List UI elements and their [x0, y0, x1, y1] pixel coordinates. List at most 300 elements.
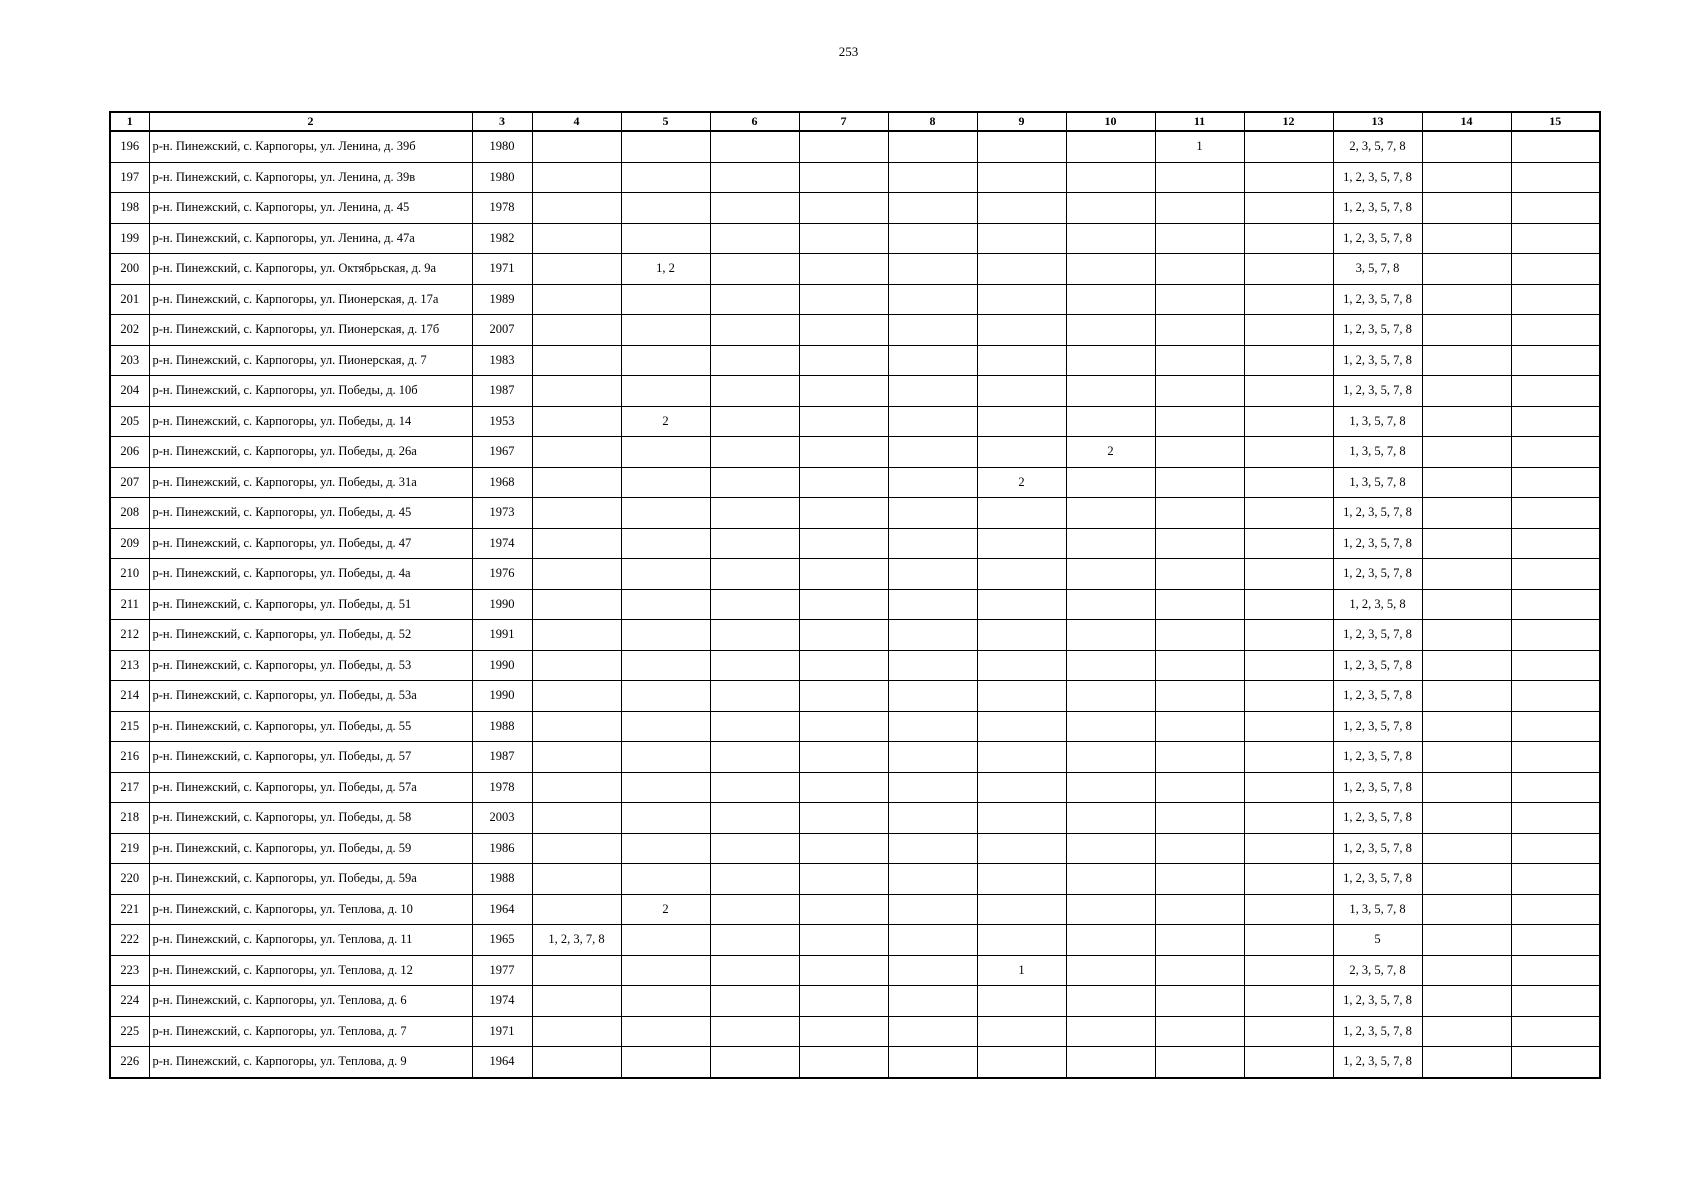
table-cell: [532, 315, 621, 346]
table-cell: [888, 681, 977, 712]
table-cell: [1422, 223, 1511, 254]
table-row: [110, 925, 1600, 956]
table-cell: 1, 2, 3, 5, 8: [1333, 589, 1422, 620]
column-header: 5: [621, 112, 710, 131]
address-cell: р-н. Пинежский, с. Карпогоры, ул. Теплова, д. 9: [149, 1047, 472, 1078]
table-cell: [710, 955, 799, 986]
table-cell: [710, 589, 799, 620]
table-cell: [799, 1016, 888, 1047]
table-cell: [621, 986, 710, 1017]
table-cell: [1066, 650, 1155, 681]
table-cell: [1155, 498, 1244, 529]
table-cell: 200: [110, 254, 149, 285]
table-cell: [532, 467, 621, 498]
table-row: [110, 528, 1600, 559]
table-cell: [888, 406, 977, 437]
table-cell: [977, 894, 1066, 925]
table-cell: [1422, 589, 1511, 620]
column-header: 15: [1511, 112, 1600, 131]
table-cell: 218: [110, 803, 149, 834]
table-cell: [1066, 742, 1155, 773]
table-cell: [1066, 864, 1155, 895]
table-cell: 1, 2, 3, 5, 7, 8: [1333, 864, 1422, 895]
table-cell: 222: [110, 925, 149, 956]
page-number: 253: [838, 44, 859, 59]
table-cell: [888, 467, 977, 498]
address-cell: р-н. Пинежский, с. Карпогоры, ул. Победы, д. 57: [149, 742, 472, 773]
table-row: [110, 376, 1600, 407]
address-cell: р-н. Пинежский, с. Карпогоры, ул. Победы, д. 57а: [149, 772, 472, 803]
table-cell: [888, 955, 977, 986]
table-cell: [532, 772, 621, 803]
table-cell: [1155, 467, 1244, 498]
table-cell: 220: [110, 864, 149, 895]
table-cell: [1066, 559, 1155, 590]
table-cell: [1422, 803, 1511, 834]
table-row: [110, 254, 1600, 285]
table-cell: [799, 803, 888, 834]
table-cell: 2003: [472, 803, 532, 834]
table-cell: [710, 345, 799, 376]
table-cell: [1066, 528, 1155, 559]
table-cell: [1511, 772, 1600, 803]
table-cell: [532, 986, 621, 1017]
table-cell: [1511, 955, 1600, 986]
table-cell: [977, 1047, 1066, 1078]
table-cell: 1, 2: [621, 254, 710, 285]
table-row: [110, 742, 1600, 773]
table-cell: [621, 711, 710, 742]
table-cell: [532, 193, 621, 224]
table-cell: [977, 345, 1066, 376]
table-cell: [1066, 345, 1155, 376]
address-cell: р-н. Пинежский, с. Карпогоры, ул. Октябрьская, д. 9а: [149, 254, 472, 285]
table-cell: [888, 833, 977, 864]
table-cell: [532, 376, 621, 407]
column-header: 11: [1155, 112, 1244, 131]
table-cell: [1244, 498, 1333, 529]
table-cell: [621, 193, 710, 224]
table-cell: [799, 955, 888, 986]
table-row: [110, 772, 1600, 803]
table-cell: [1155, 528, 1244, 559]
table-cell: [1511, 894, 1600, 925]
table-cell: [1422, 772, 1511, 803]
address-cell: р-н. Пинежский, с. Карпогоры, ул. Победы, д. 53а: [149, 681, 472, 712]
table-cell: [888, 620, 977, 651]
table-cell: [799, 498, 888, 529]
table-cell: 205: [110, 406, 149, 437]
table-cell: [888, 986, 977, 1017]
table-cell: 1: [1155, 131, 1244, 162]
table-cell: [621, 315, 710, 346]
table-cell: 1953: [472, 406, 532, 437]
table-cell: [1155, 772, 1244, 803]
table-cell: [1422, 254, 1511, 285]
table-row: [110, 284, 1600, 315]
table-cell: [1244, 559, 1333, 590]
table-cell: [532, 864, 621, 895]
column-header: 12: [1244, 112, 1333, 131]
table-cell: 1974: [472, 986, 532, 1017]
table-cell: [977, 498, 1066, 529]
table-row: [110, 894, 1600, 925]
table-cell: [1066, 1047, 1155, 1078]
table-cell: [1155, 223, 1244, 254]
table-cell: 1, 2, 3, 5, 7, 8: [1333, 833, 1422, 864]
table-cell: [799, 254, 888, 285]
table-cell: 208: [110, 498, 149, 529]
table-cell: [710, 284, 799, 315]
table-cell: [621, 772, 710, 803]
table-cell: 1, 2, 3, 5, 7, 8: [1333, 284, 1422, 315]
table-cell: [621, 223, 710, 254]
table-cell: [888, 162, 977, 193]
table-cell: [1422, 1047, 1511, 1078]
table-row: [110, 223, 1600, 254]
table-cell: [532, 681, 621, 712]
address-cell: р-н. Пинежский, с. Карпогоры, ул. Победы, д. 31а: [149, 467, 472, 498]
table-cell: [977, 376, 1066, 407]
table-cell: [799, 528, 888, 559]
table-cell: [710, 498, 799, 529]
table-cell: [977, 559, 1066, 590]
table-cell: [888, 284, 977, 315]
table-cell: [977, 162, 1066, 193]
table-cell: 1977: [472, 955, 532, 986]
table-cell: [1155, 925, 1244, 956]
table-cell: [1155, 345, 1244, 376]
table-cell: [1511, 925, 1600, 956]
table-cell: [1244, 162, 1333, 193]
table-cell: [799, 376, 888, 407]
table-cell: [1422, 162, 1511, 193]
table-cell: [621, 650, 710, 681]
table-cell: [621, 589, 710, 620]
table-cell: [888, 376, 977, 407]
table-cell: [532, 345, 621, 376]
table-cell: [977, 589, 1066, 620]
table-cell: 1, 2, 3, 5, 7, 8: [1333, 681, 1422, 712]
table-row: [110, 864, 1600, 895]
table-cell: [1066, 955, 1155, 986]
address-cell: р-н. Пинежский, с. Карпогоры, ул. Победы, д. 55: [149, 711, 472, 742]
table-cell: [1511, 681, 1600, 712]
table-cell: [710, 772, 799, 803]
table-cell: [621, 559, 710, 590]
table-cell: [710, 1016, 799, 1047]
table-cell: [1155, 803, 1244, 834]
table-row: [110, 406, 1600, 437]
table-cell: [1244, 1047, 1333, 1078]
table-cell: [1244, 437, 1333, 468]
address-cell: р-н. Пинежский, с. Карпогоры, ул. Победы, д. 59а: [149, 864, 472, 895]
table-cell: [1511, 315, 1600, 346]
table-cell: [1244, 772, 1333, 803]
table-cell: [710, 925, 799, 956]
address-cell: р-н. Пинежский, с. Карпогоры, ул. Теплова, д. 11: [149, 925, 472, 956]
address-cell: р-н. Пинежский, с. Карпогоры, ул. Пионерская, д. 17а: [149, 284, 472, 315]
table-cell: [1066, 406, 1155, 437]
table-cell: [710, 559, 799, 590]
table-cell: [799, 162, 888, 193]
table-cell: [1244, 131, 1333, 162]
table-cell: [977, 223, 1066, 254]
table-cell: [1422, 620, 1511, 651]
table-cell: [710, 131, 799, 162]
table-cell: [1155, 620, 1244, 651]
table-cell: 215: [110, 711, 149, 742]
column-header: 14: [1422, 112, 1511, 131]
table-cell: [888, 1047, 977, 1078]
table-cell: [1244, 284, 1333, 315]
table-cell: [1422, 742, 1511, 773]
table-cell: [621, 528, 710, 559]
table-cell: [532, 894, 621, 925]
table-cell: [532, 131, 621, 162]
table-cell: [621, 284, 710, 315]
table-cell: [1244, 406, 1333, 437]
table-cell: [1066, 193, 1155, 224]
table-cell: [1511, 223, 1600, 254]
table-cell: [1066, 589, 1155, 620]
table-cell: [710, 437, 799, 468]
table-cell: [1066, 803, 1155, 834]
table-cell: 1973: [472, 498, 532, 529]
address-cell: р-н. Пинежский, с. Карпогоры, ул. Пионерская, д. 7: [149, 345, 472, 376]
table-cell: [977, 711, 1066, 742]
table-cell: [977, 254, 1066, 285]
address-cell: р-н. Пинежский, с. Карпогоры, ул. Победы, д. 10б: [149, 376, 472, 407]
table-cell: [799, 681, 888, 712]
table-cell: 1980: [472, 162, 532, 193]
table-cell: [1422, 406, 1511, 437]
table-cell: [888, 254, 977, 285]
address-cell: р-н. Пинежский, с. Карпогоры, ул. Победы, д. 59: [149, 833, 472, 864]
table-cell: [710, 406, 799, 437]
column-header: 2: [149, 112, 472, 131]
table-cell: [1511, 1016, 1600, 1047]
table-cell: 1968: [472, 467, 532, 498]
table-cell: [888, 864, 977, 895]
table-cell: [532, 742, 621, 773]
table-cell: [1155, 1016, 1244, 1047]
table-cell: [977, 131, 1066, 162]
table-row: [110, 467, 1600, 498]
table-cell: [888, 498, 977, 529]
table-cell: 1987: [472, 376, 532, 407]
table-cell: 1, 2, 3, 5, 7, 8: [1333, 1047, 1422, 1078]
table-cell: [1422, 528, 1511, 559]
table-cell: 1: [977, 955, 1066, 986]
table-cell: [799, 1047, 888, 1078]
table-cell: [1422, 284, 1511, 315]
table-cell: 1, 2, 3, 5, 7, 8: [1333, 803, 1422, 834]
table-cell: 2, 3, 5, 7, 8: [1333, 955, 1422, 986]
table-cell: 216: [110, 742, 149, 773]
address-cell: р-н. Пинежский, с. Карпогоры, ул. Победы, д. 58: [149, 803, 472, 834]
table-cell: [1244, 986, 1333, 1017]
table-cell: [1066, 772, 1155, 803]
table-cell: [888, 437, 977, 468]
table-cell: [1244, 833, 1333, 864]
table-cell: [1066, 620, 1155, 651]
table-cell: [621, 1016, 710, 1047]
table-cell: [977, 406, 1066, 437]
column-header: 4: [532, 112, 621, 131]
table-cell: 210: [110, 559, 149, 590]
table-cell: [888, 650, 977, 681]
table-cell: [1244, 681, 1333, 712]
table-cell: [888, 711, 977, 742]
table-cell: [1511, 650, 1600, 681]
table-cell: [888, 803, 977, 834]
table-cell: [888, 742, 977, 773]
table-cell: 1988: [472, 711, 532, 742]
table-cell: [710, 315, 799, 346]
table-cell: 1, 3, 5, 7, 8: [1333, 467, 1422, 498]
table-row: [110, 162, 1600, 193]
table-cell: 2: [1066, 437, 1155, 468]
table-cell: [532, 162, 621, 193]
table-cell: [1511, 864, 1600, 895]
table-cell: [799, 925, 888, 956]
table-cell: [977, 284, 1066, 315]
table-cell: [1066, 315, 1155, 346]
table-cell: [710, 681, 799, 712]
table-cell: [621, 864, 710, 895]
address-cell: р-н. Пинежский, с. Карпогоры, ул. Теплова, д. 7: [149, 1016, 472, 1047]
table-cell: 2, 3, 5, 7, 8: [1333, 131, 1422, 162]
address-cell: р-н. Пинежский, с. Карпогоры, ул. Победы, д. 14: [149, 406, 472, 437]
table-cell: [710, 528, 799, 559]
table-cell: 214: [110, 681, 149, 712]
table-cell: [1066, 925, 1155, 956]
table-cell: 1974: [472, 528, 532, 559]
table-row: [110, 131, 1600, 162]
table-cell: [1422, 681, 1511, 712]
table-body: [110, 131, 1600, 1078]
table-cell: [621, 437, 710, 468]
table-cell: 1, 2, 3, 5, 7, 8: [1333, 376, 1422, 407]
table-cell: 226: [110, 1047, 149, 1078]
table-cell: [1422, 498, 1511, 529]
table-cell: [532, 803, 621, 834]
table-cell: [1511, 193, 1600, 224]
table-cell: [532, 620, 621, 651]
table-cell: [532, 437, 621, 468]
table-cell: [888, 1016, 977, 1047]
table-cell: 209: [110, 528, 149, 559]
table-cell: [799, 894, 888, 925]
table-cell: [1066, 894, 1155, 925]
table-row: [110, 650, 1600, 681]
table-cell: [977, 742, 1066, 773]
table-cell: [1155, 1047, 1244, 1078]
table-cell: [621, 345, 710, 376]
table-cell: [799, 131, 888, 162]
table-cell: [1155, 681, 1244, 712]
table-cell: [1155, 437, 1244, 468]
table-cell: [1066, 467, 1155, 498]
table-cell: [1066, 833, 1155, 864]
table-cell: 1, 2, 3, 5, 7, 8: [1333, 315, 1422, 346]
table-cell: [1244, 376, 1333, 407]
table-cell: [977, 833, 1066, 864]
table-cell: [888, 345, 977, 376]
table-cell: [621, 803, 710, 834]
table-cell: [1422, 955, 1511, 986]
table-cell: 1978: [472, 193, 532, 224]
table-cell: [1066, 223, 1155, 254]
table-row: [110, 711, 1600, 742]
table-cell: [1422, 437, 1511, 468]
column-header: 6: [710, 112, 799, 131]
table-row: [110, 986, 1600, 1017]
table-cell: [799, 772, 888, 803]
table-cell: [532, 223, 621, 254]
table-cell: 1, 2, 3, 5, 7, 8: [1333, 986, 1422, 1017]
table-row: [110, 955, 1600, 986]
table-cell: [888, 315, 977, 346]
table-cell: [977, 772, 1066, 803]
table-cell: [977, 925, 1066, 956]
table-cell: [799, 742, 888, 773]
table-cell: 217: [110, 772, 149, 803]
table-cell: [1511, 345, 1600, 376]
table-cell: [532, 284, 621, 315]
column-header: 7: [799, 112, 888, 131]
table-cell: [1422, 894, 1511, 925]
table-cell: 1964: [472, 1047, 532, 1078]
table-cell: 1989: [472, 284, 532, 315]
table-row: [110, 1047, 1600, 1078]
column-header: 10: [1066, 112, 1155, 131]
table-cell: [888, 193, 977, 224]
address-cell: р-н. Пинежский, с. Карпогоры, ул. Победы, д. 53: [149, 650, 472, 681]
table-cell: [977, 620, 1066, 651]
table-cell: [1244, 925, 1333, 956]
table-cell: [1155, 864, 1244, 895]
address-cell: р-н. Пинежский, с. Карпогоры, ул. Ленина, д. 39б: [149, 131, 472, 162]
table-cell: [1511, 406, 1600, 437]
table-cell: [1511, 589, 1600, 620]
table-cell: 224: [110, 986, 149, 1017]
table-cell: [1066, 498, 1155, 529]
table-cell: [1155, 650, 1244, 681]
table-row: [110, 559, 1600, 590]
address-cell: р-н. Пинежский, с. Карпогоры, ул. Победы, д. 52: [149, 620, 472, 651]
table-cell: [799, 864, 888, 895]
table-cell: [1511, 376, 1600, 407]
table-cell: [1155, 833, 1244, 864]
table-cell: [888, 894, 977, 925]
table-cell: [1511, 467, 1600, 498]
table-cell: [1155, 986, 1244, 1017]
table-cell: [532, 498, 621, 529]
table-cell: 225: [110, 1016, 149, 1047]
table-cell: [1511, 986, 1600, 1017]
table-cell: [1155, 955, 1244, 986]
table-cell: [799, 315, 888, 346]
table-cell: [532, 833, 621, 864]
table-cell: 1, 2, 3, 5, 7, 8: [1333, 193, 1422, 224]
table-cell: 1, 2, 3, 5, 7, 8: [1333, 620, 1422, 651]
address-cell: р-н. Пинежский, с. Карпогоры, ул. Ленина, д. 39в: [149, 162, 472, 193]
table-cell: [532, 1047, 621, 1078]
table-cell: 203: [110, 345, 149, 376]
table-cell: [799, 711, 888, 742]
